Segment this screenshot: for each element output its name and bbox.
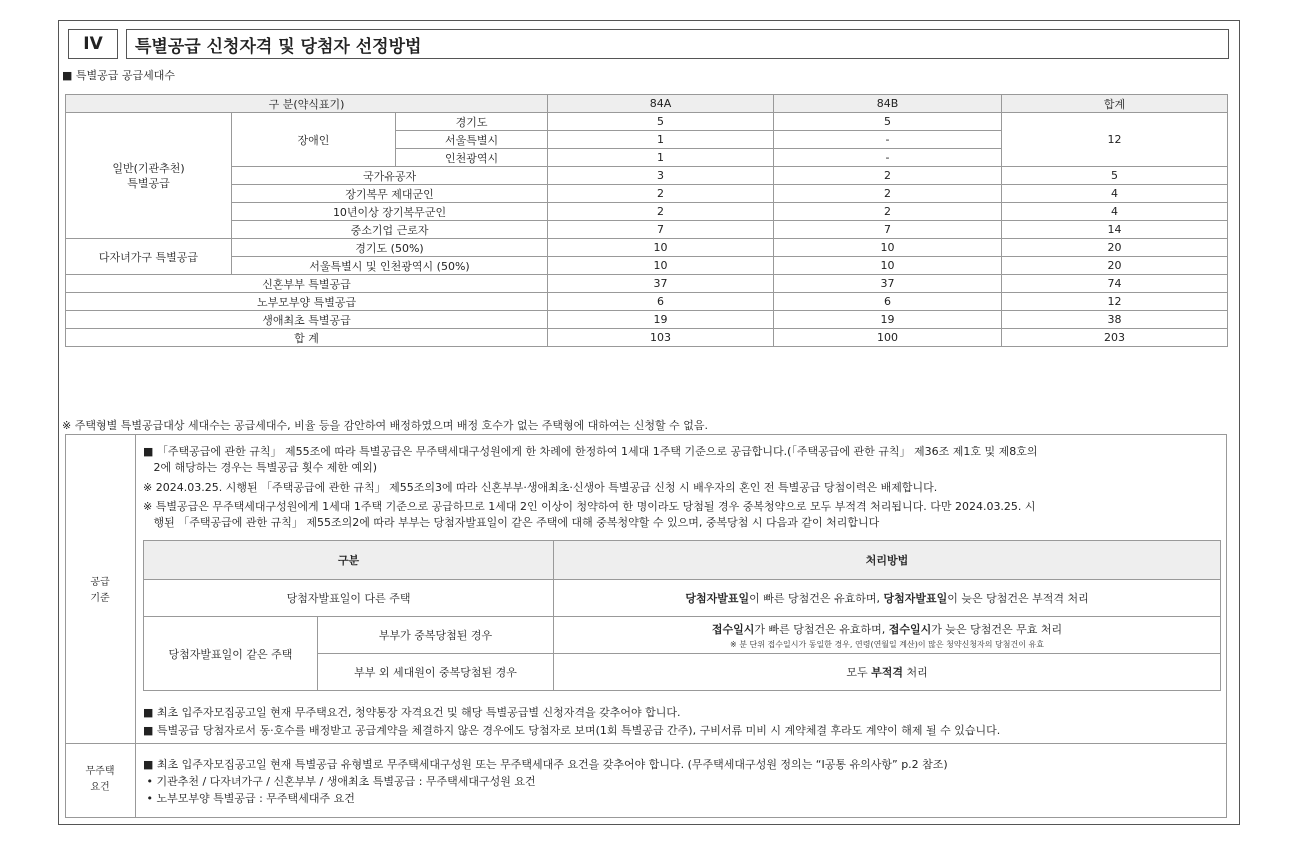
row-label: 서울특별시 및 인천광역시 (50%) [232, 257, 548, 275]
region-gyeonggi: 경기도 [396, 113, 548, 131]
header-category: 구 분(약식표기) [66, 95, 548, 113]
label-column-divider [135, 434, 136, 818]
table-row [66, 293, 1228, 311]
criteria-line: ※ 2024.03.25. 시행된 「주택공급에 관한 규칙」 제55조의3에 따라 신혼부부·생애최초·신생아 특별공급 신청 시 배우자의 혼인 전 특별공급 당첨이력은 배제합니다. [143, 481, 938, 494]
section-title: 특별공급 신청자격 및 당첨자 선정방법 [126, 29, 1229, 59]
cell-total: 4 [1002, 203, 1228, 221]
cell-value: 2 [774, 167, 1002, 185]
row-label-total: 합 계 [66, 329, 548, 347]
method-text: 이 늦은 당첨건은 부적격 처리 [947, 592, 1089, 605]
method-subnote: ※ 분 단위 접수일시가 동일한 경우, 연령(연월일 계산)이 많은 청약신청자의 당첨건이 유효 [730, 639, 1044, 649]
row-method [554, 617, 1221, 654]
region-incheon: 인천광역시 [396, 149, 548, 167]
cell-value: 1 [548, 149, 774, 167]
row-label: 부부 외 세대원이 중복당첨된 경우 [318, 654, 554, 691]
cell-total: 14 [1002, 221, 1228, 239]
row-label: 생애최초 특별공급 [66, 311, 548, 329]
criteria-line: 2에 해당하는 경우는 특별공급 횟수 제한 예외) [143, 461, 378, 474]
table-header-row [66, 95, 1228, 113]
criteria-line: ※ 특별공급은 무주택세대구성원에게 1세대 1주택 기준으로 공급하므로 1세대 2인 이상이 청약하여 한 명이라도 당첨될 경우 중복청약으로 모두 부적격 처리됩니다. 다만 2024.03.25. 시 [143, 500, 1036, 513]
cell-value: - [774, 149, 1002, 167]
duplicate-win-table [143, 540, 1221, 691]
cell-value: 10 [548, 257, 774, 275]
cell-value: 2 [774, 185, 1002, 203]
table-row [66, 113, 1228, 131]
cell-total: 74 [1002, 275, 1228, 293]
table-row [66, 275, 1228, 293]
cell-value: 19 [774, 311, 1002, 329]
cell-total: 38 [1002, 311, 1228, 329]
cell-total: 20 [1002, 239, 1228, 257]
method-text: 처리 [902, 666, 928, 679]
cell-value: 2 [774, 203, 1002, 221]
cell-total: 20 [1002, 257, 1228, 275]
emphasis-text: 당첨자발표일 [685, 592, 750, 605]
subgroup-disabled: 장애인 [232, 113, 396, 167]
criteria-label: 공급 기준 [90, 577, 110, 604]
criteria-line: 행된 「주택공급에 관한 규칙」 제55조의2에 따라 부부는 당첨자발표일이 같은 주택에 대해 중복청약할 수 있으며, 중복당첨 시 다음과 같이 처리합니다 [143, 516, 880, 529]
table-row [66, 311, 1228, 329]
cell-total: 12 [1002, 113, 1228, 167]
cell-value: 37 [774, 275, 1002, 293]
cell-value: 100 [774, 329, 1002, 347]
row-group-label: 당첨자발표일이 같은 주택 [144, 617, 318, 691]
emphasis-text: 접수일시 [888, 622, 932, 636]
group-multi-child: 다자녀가구 특별공급 [66, 239, 232, 275]
cell-value: 1 [548, 131, 774, 149]
table-total-row [66, 329, 1228, 347]
table-row [66, 257, 1228, 275]
row-method [554, 580, 1221, 617]
row-label: 장기복무 제대군인 [232, 185, 548, 203]
method-text: 가 빠른 당첨건은 유효하며, [754, 622, 889, 636]
cell-value: 3 [548, 167, 774, 185]
cell-value: 6 [774, 293, 1002, 311]
row-label: 신혼부부 특별공급 [66, 275, 548, 293]
supply-table [65, 94, 1228, 347]
cell-total: 4 [1002, 185, 1228, 203]
criteria-line: ■ 최초 입주자모집공고일 현재 무주택요건, 청약통장 자격요건 및 해당 특별공급별 신청자격을 갖추어야 합니다. [143, 706, 681, 719]
allocation-note: ※ 주택형별 특별공급대상 세대수는 공급세대수, 비율 등을 감안하여 배정하였으며 배정 호수가 없는 주택형에 대하여는 신청할 수 없음. [62, 419, 708, 432]
section-divider [65, 743, 1227, 744]
cell-value: 5 [548, 113, 774, 131]
criteria-line: ■ 「주택공급에 관한 규칙」 제55조에 따라 특별공급은 무주택세대구성원에게 한 차례에 한정하여 1세대 1주택 기준으로 공급합니다.(「주택공급에 관한 규칙」 제36조 제1호 및 제8호의 [143, 445, 1038, 458]
homeless-line: • 기관추천 / 다자녀가구 / 신혼부부 / 생애최초 특별공급 : 무주택세대구성원 요건 [143, 775, 536, 788]
method-text: 이 빠른 당첨건은 유효하며, [749, 592, 884, 605]
table-row [144, 580, 1221, 617]
cell-total: 203 [1002, 329, 1228, 347]
cell-total: 5 [1002, 167, 1228, 185]
header-84b: 84B [774, 95, 1002, 113]
row-label: 노부모부양 특별공급 [66, 293, 548, 311]
cell-value: 6 [548, 293, 774, 311]
homeless-line: ■ 최초 입주자모집공고일 현재 특별공급 유형별로 무주택세대구성원 또는 무주택세대주 요건을 갖추어야 합니다. (무주택세대구성원 정의는 “Ⅰ공통 유의사항” p.2 참조) [143, 758, 948, 771]
cell-value: 2 [548, 203, 774, 221]
table-row [66, 221, 1228, 239]
table-row [144, 617, 1221, 654]
table-row [66, 167, 1228, 185]
header-method: 처리방법 [554, 541, 1221, 580]
table-row [66, 239, 1228, 257]
row-label: 국가유공자 [232, 167, 548, 185]
row-label: 부부가 중복당첨된 경우 [318, 617, 554, 654]
table-row [66, 203, 1228, 221]
region-seoul: 서울특별시 [396, 131, 548, 149]
cell-value: 19 [548, 311, 774, 329]
header-84a: 84A [548, 95, 774, 113]
cell-value: 10 [548, 239, 774, 257]
cell-value: 10 [774, 239, 1002, 257]
row-label: 당첨자발표일이 다른 주택 [144, 580, 554, 617]
row-label: 10년이상 장기복무군인 [232, 203, 548, 221]
homeless-label: 무주택 요건 [85, 766, 115, 793]
cell-value: 10 [774, 257, 1002, 275]
section-number: IV [68, 29, 118, 59]
row-method [554, 654, 1221, 691]
subheading: ■ 특별공급 공급세대수 [62, 69, 176, 82]
homeless-line: • 노부모부양 특별공급 : 무주택세대주 요건 [143, 792, 355, 805]
cell-total: 12 [1002, 293, 1228, 311]
row-label: 중소기업 근로자 [232, 221, 548, 239]
method-text: 모두 [846, 666, 872, 679]
cell-value: 37 [548, 275, 774, 293]
cell-value: 103 [548, 329, 774, 347]
method-text: 가 늦은 당첨건은 무효 처리 [931, 622, 1063, 636]
emphasis-text: 부적격 [871, 666, 903, 679]
cell-value: 7 [774, 221, 1002, 239]
criteria-line: ■ 특별공급 당첨자로서 동·호수를 배정받고 공급계약을 체결하지 않은 경우에도 당첨자로 보며(1회 특별공급 간주), 구비서류 미비 시 계약체결 후라도 계약이 해제 될 수 있습니다. [143, 724, 1001, 737]
group-general: 일반(기관추천) 특별공급 [66, 113, 232, 239]
cell-value: 2 [548, 185, 774, 203]
cell-value: 5 [774, 113, 1002, 131]
emphasis-text: 접수일시 [711, 622, 755, 636]
emphasis-text: 당첨자발표일 [883, 592, 948, 605]
table-row [66, 185, 1228, 203]
table-header-row [144, 541, 1221, 580]
row-label: 경기도 (50%) [232, 239, 548, 257]
header-category: 구분 [144, 541, 554, 580]
cell-value: - [774, 131, 1002, 149]
header-total: 합계 [1002, 95, 1228, 113]
cell-value: 7 [548, 221, 774, 239]
